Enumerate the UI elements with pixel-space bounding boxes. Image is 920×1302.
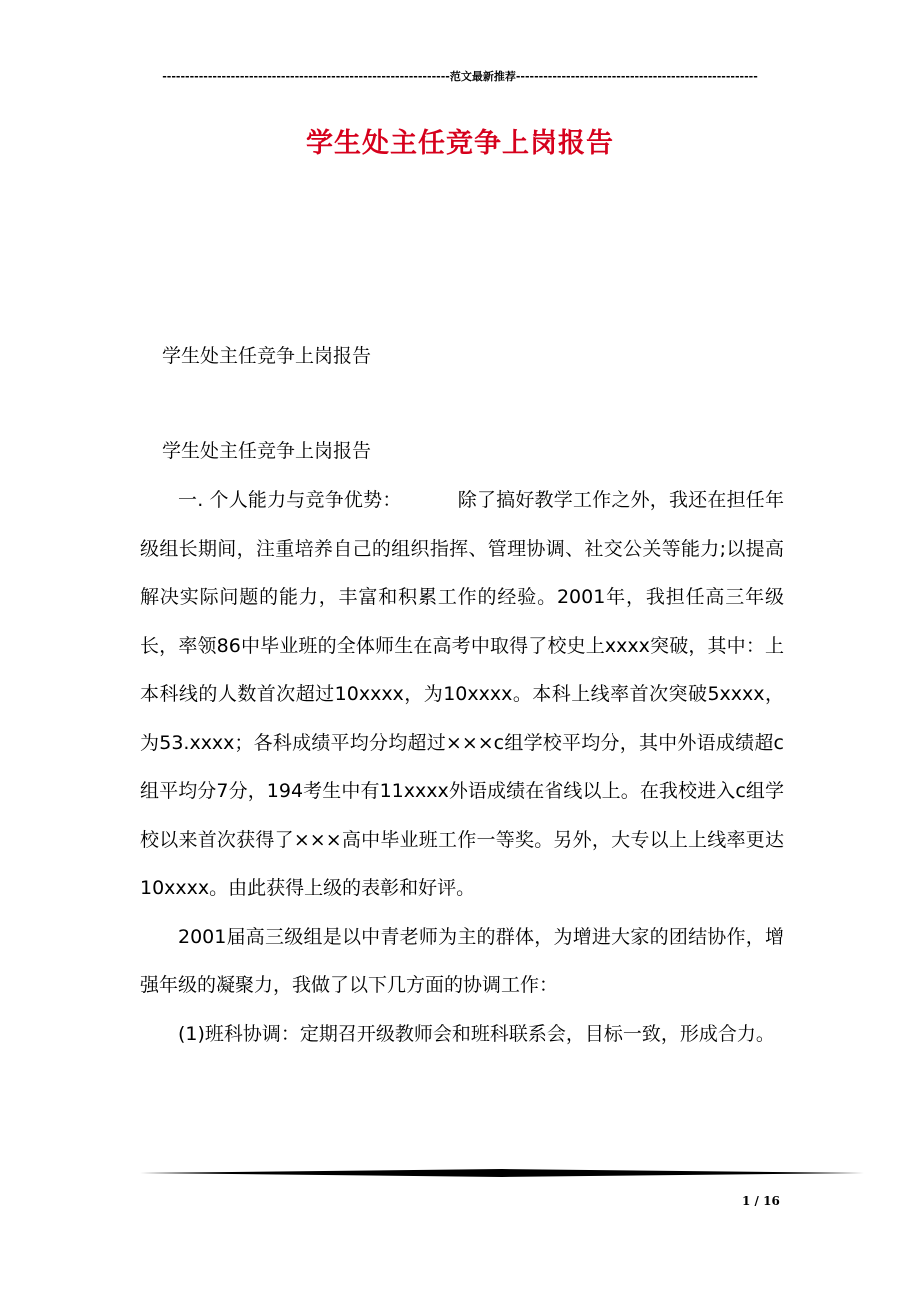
page-number: 1 / 16 bbox=[742, 1194, 780, 1208]
paragraph-3: (1)班科协调：定期召开级教师会和班科联系会，目标一致，形成合力。 bbox=[178, 1022, 775, 1045]
paragraph-2: 2001届高三级组是以中青老师为主的群体，为增进大家的团结协作，增强年级的凝聚力，我做了以下几方面的协调工作： bbox=[140, 925, 784, 996]
paragraph-1 bbox=[140, 476, 784, 913]
paragraph-1-text: 除了搞好教学工作之外，我还在担任年级组长期间，注重培养自己的组织指挥、管理协调、社交公关等能力;以提高解决实际问题的能力，丰富和积累工作的经验。2001年，我担任高三年级长，率领86中毕业班的全体师生在高考中取得了校史上xxxx突破，其中：上本科线的人数首次超过10xxxx，为10xxxx。本科上线率首次突破5xxxx，为53.xxxx；各科成绩平均分均超过×××c组学校平均分，其中外语成绩超c组平均分7分，194考生中有11xxxx外语成绩在省线以上。在我校进入c组学校以来首次获得了×××高中毕业班工作一等奖。另外，大专以上上线率更达10xxxx。由此获得上级的表彰和好评。 bbox=[140, 489, 784, 899]
document-title: 学生处主任竞争上岗报告 bbox=[306, 128, 614, 159]
section-heading: 一. 个人能力与竞争优势： bbox=[178, 489, 402, 511]
footer-divider bbox=[140, 1168, 864, 1178]
header-banner: ---------------------------------------------------------------范文最新推荐----------------------------------------------------- bbox=[162, 70, 758, 83]
body-content bbox=[140, 476, 784, 1058]
subtitle-second: 学生处主任竞争上岗报告 bbox=[162, 440, 372, 462]
subtitle-first: 学生处主任竞争上岗报告 bbox=[162, 345, 372, 367]
